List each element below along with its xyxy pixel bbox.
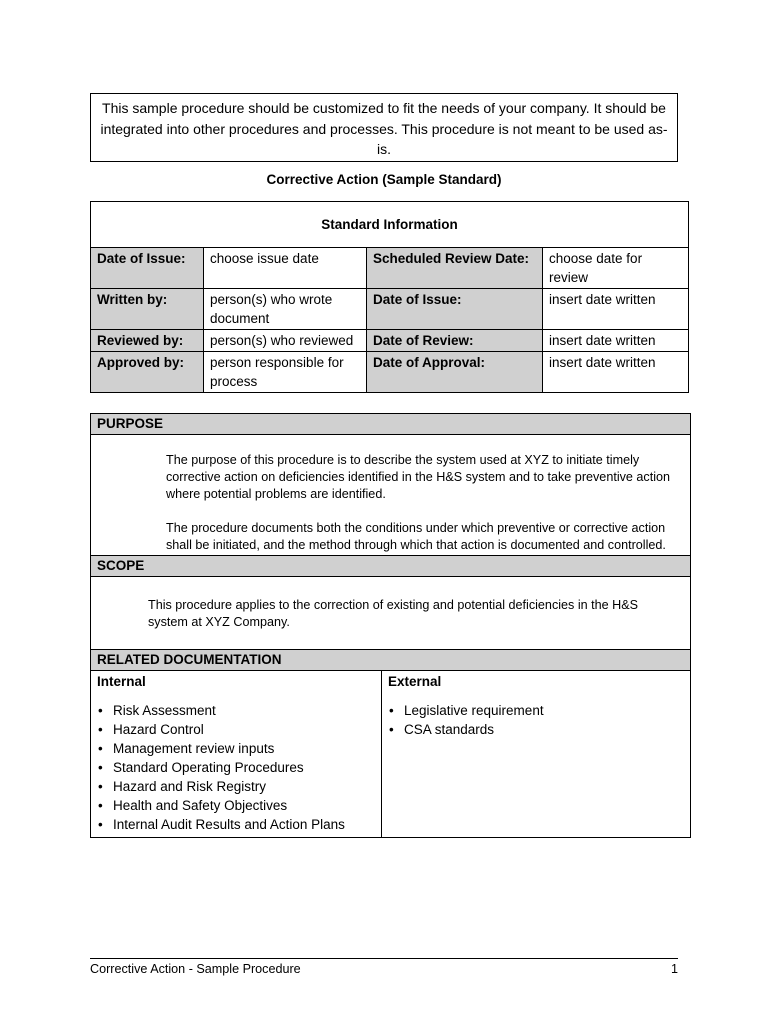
date-of-approval-label: Date of Approval: — [367, 352, 543, 393]
approved-by-value: person responsible for process — [204, 352, 367, 393]
purpose-paragraph-1: The purpose of this procedure is to describe the system used at XYZ to initiate timely corrective action on deficiencies identified in the H&S system and to take preventive action where potential problems are identified. — [166, 453, 671, 501]
footer-divider — [90, 958, 678, 959]
list-item: • Hazard and Risk Registry — [97, 777, 375, 796]
list-item: • Management review inputs — [97, 739, 375, 758]
date-of-approval-value: insert date written — [543, 352, 689, 393]
written-by-value: person(s) who wrote document — [204, 289, 367, 330]
scheduled-review-date-label: Scheduled Review Date: — [367, 248, 543, 289]
written-by-label: Written by: — [91, 289, 204, 330]
list-item: • Standard Operating Procedures — [97, 758, 375, 777]
table-row — [91, 330, 689, 352]
list-item: • Internal Audit Results and Action Plans — [97, 815, 375, 834]
reviewed-by-value: person(s) who reviewed — [204, 330, 367, 352]
date-of-issue-value: choose issue date — [204, 248, 367, 289]
reviewed-by-label: Reviewed by: — [91, 330, 204, 352]
scope-heading: SCOPE — [91, 556, 691, 577]
scope-text: This procedure applies to the correction of existing and potential deficiencies in the H&S system at XYZ Company. — [148, 598, 639, 629]
standard-information-heading: Standard Information — [91, 202, 689, 248]
table-row — [91, 352, 689, 393]
footer-title: Corrective Action - Sample Procedure — [90, 962, 301, 976]
page-number: 1 — [670, 962, 678, 976]
date-of-issue-label: Date of Issue: — [91, 248, 204, 289]
list-item: • CSA standards — [388, 720, 684, 739]
list-item: • Health and Safety Objectives — [97, 796, 375, 815]
table-row — [91, 248, 689, 289]
list-item: • Hazard Control — [97, 720, 375, 739]
internal-list — [97, 701, 375, 834]
date-of-review-label: Date of Review: — [367, 330, 543, 352]
purpose-paragraph-2: The procedure documents both the conditions under which preventive or corrective action shall be initiated, and the method through which that action is documented and controlled. — [166, 521, 666, 552]
date-of-issue-label-2: Date of Issue: — [367, 289, 543, 330]
date-of-issue-value-2: insert date written — [543, 289, 689, 330]
external-title: External — [388, 674, 442, 689]
standard-information-table — [90, 201, 689, 393]
list-item: • Risk Assessment — [97, 701, 375, 720]
scope-section — [91, 577, 691, 650]
customization-notice — [90, 93, 678, 162]
internal-documentation-column — [91, 671, 382, 838]
related-documentation-heading: RELATED DOCUMENTATION — [91, 650, 691, 671]
notice-line-2: integrated into other procedures and processes. This procedure is not meant to be used as- — [100, 120, 668, 137]
purpose-section — [91, 435, 691, 556]
external-list — [388, 701, 684, 739]
notice-line-3: is. — [377, 141, 391, 157]
table-row — [91, 289, 689, 330]
procedure-sections-table — [90, 413, 691, 838]
purpose-heading: PURPOSE — [91, 414, 691, 435]
external-documentation-column — [382, 671, 691, 838]
scheduled-review-date-value: choose date for review — [543, 248, 689, 289]
date-of-review-value: insert date written — [543, 330, 689, 352]
document-title: Corrective Action (Sample Standard) — [266, 172, 502, 187]
list-item: • Legislative requirement — [388, 701, 684, 720]
notice-line-1: This sample procedure should be customized to fit the needs of your company. It should be — [102, 100, 666, 116]
approved-by-label: Approved by: — [91, 352, 204, 393]
internal-title: Internal — [97, 674, 146, 689]
